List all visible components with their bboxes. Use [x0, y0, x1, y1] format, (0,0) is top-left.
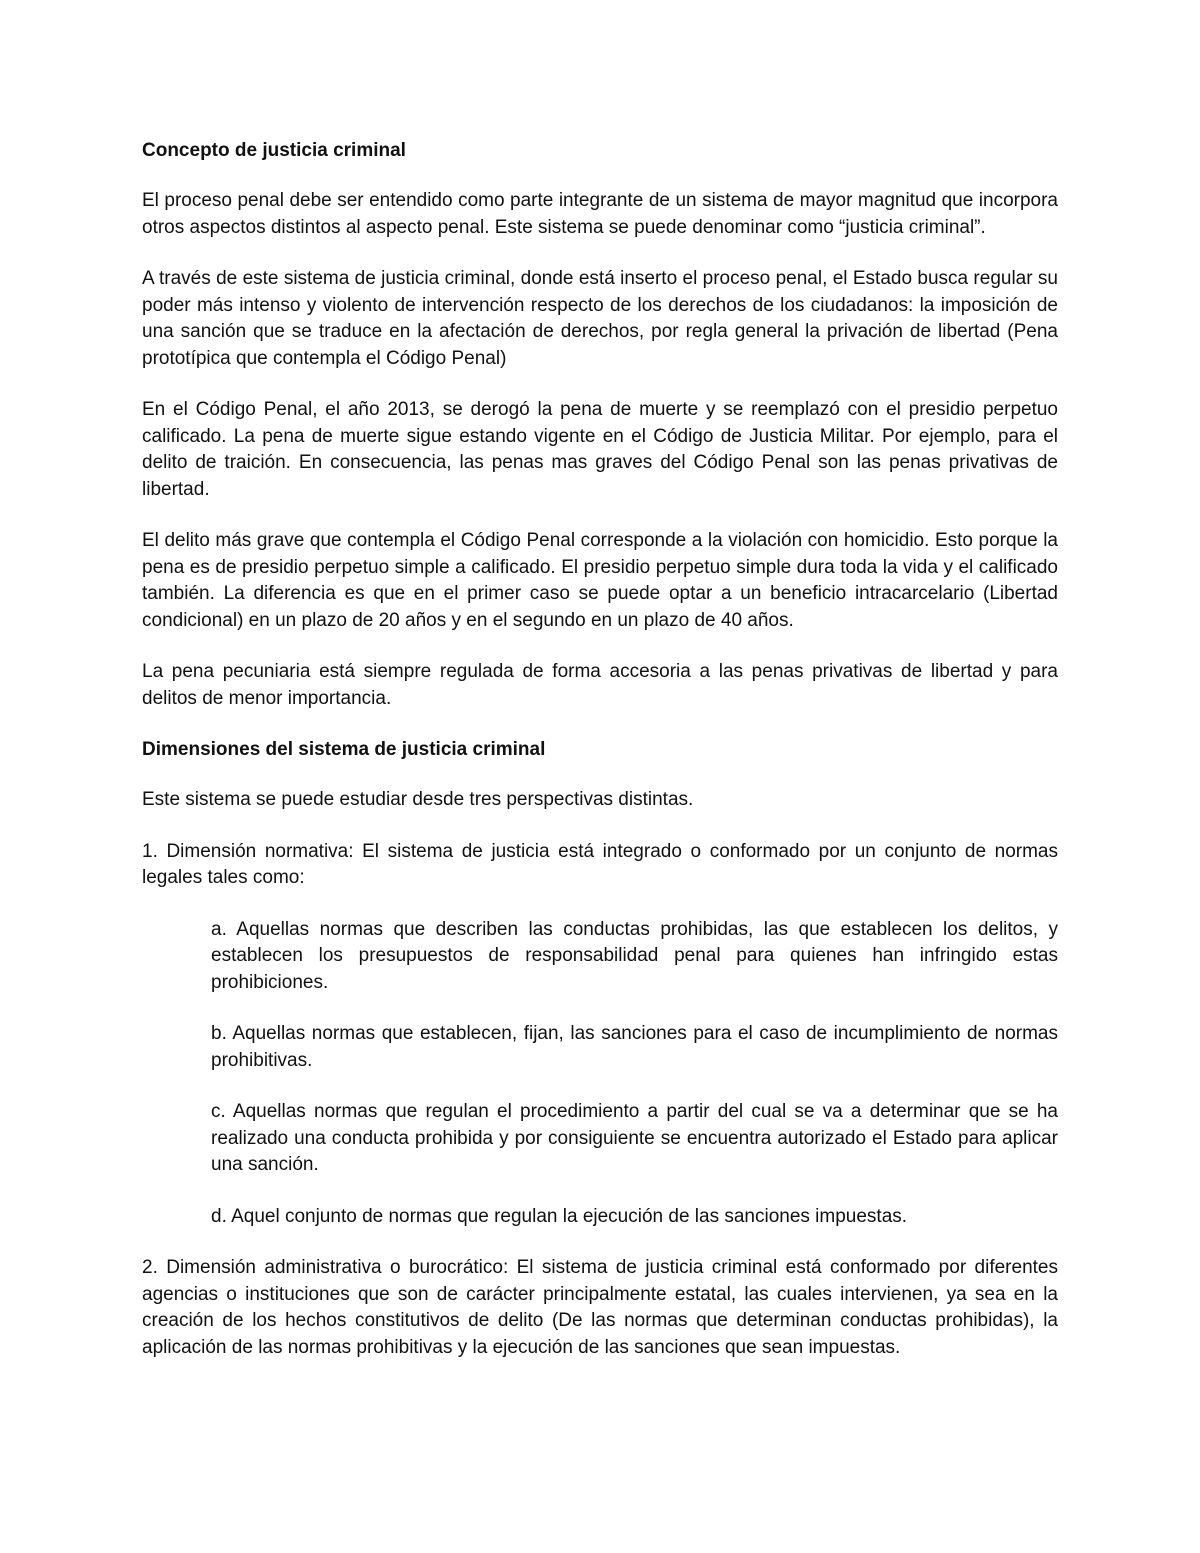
list-item: 2. Dimensión administrativa o burocrático: El sistema de justicia criminal está conformado por diferentes agencias o instituciones que son de carácter principalmente estatal, las cuales intervienen, ya sea en la creación de los hechos constitutivos de delito (De las normas que determinan conductas prohibidas), la aplicación de las normas prohibitivas y la ejecución de las sanciones que sean impuestas. — [142, 1257, 1058, 1358]
paragraph: El delito más grave que contempla el Código Penal corresponde a la violación con homicidio. Esto porque la pena es de presidio perpetuo simple a calificado. El presidio perpetuo simple dura toda la vida y el calificado también. La diferencia es que en el primer caso se puede optar a un beneficio intracarcelario (Libertad condicional) en un plazo de 20 años y en el segundo en un plazo de 40 años. — [142, 530, 1058, 631]
sub-list-item: b. Aquellas normas que establecen, fijan, las sanciones para el caso de incumplimiento de normas prohibitivas. — [211, 1023, 1058, 1071]
paragraph: A través de este sistema de justicia criminal, donde está inserto el proceso penal, el Estado busca regular su poder más intenso y violento de intervención respecto de los derechos de los ciudadanos: la imposición de una sanción que se traduce en la afectación de derechos, por regla general la privación de libertad (Pena prototípica que contempla el Código Penal) — [142, 268, 1058, 369]
section-heading: Concepto de justicia criminal — [142, 140, 406, 161]
document-page — [142, 138, 1058, 1361]
sub-list-item: d. Aquel conjunto de normas que regulan la ejecución de las sanciones impuestas. — [211, 1205, 908, 1227]
paragraph: En el Código Penal, el año 2013, se derogó la pena de muerte y se reemplazó con el presidio perpetuo calificado. La pena de muerte sigue estando vigente en el Código de Justicia Militar. Por ejemplo, para el delito de traición. En consecuencia, las penas mas graves del Código Penal son las penas privativas de libertad. — [142, 399, 1058, 500]
section-heading: Dimensiones del sistema de justicia criminal — [142, 739, 546, 760]
sub-list-item: a. Aquellas normas que describen las conductas prohibidas, las que establecen los delitos, y establecen los presupuestos de responsabilidad penal para quienes han infringido estas prohibiciones. — [211, 918, 1058, 993]
list-item: 1. Dimensión normativa: El sistema de justicia está integrado o conformado por un conjunto de normas legales tales como: — [142, 840, 1058, 888]
sub-list-item: c. Aquellas normas que regulan el procedimiento a partir del cual se va a determinar que se ha realizado una conducta prohibida y por consiguiente se encuentra autorizado el Estado para aplicar una sanción. — [211, 1101, 1058, 1175]
paragraph: La pena pecuniaria está siempre regulada de forma accesoria a las penas privativas de libertad y para delitos de menor importancia. — [142, 661, 1058, 709]
paragraph: Este sistema se puede estudiar desde tres perspectivas distintas. — [142, 789, 694, 810]
paragraph: El proceso penal debe ser entendido como parte integrante de un sistema de mayor magnitud que incorpora otros aspectos distintos al aspecto penal. Este sistema se puede denominar como “justicia criminal”. — [142, 190, 1058, 238]
